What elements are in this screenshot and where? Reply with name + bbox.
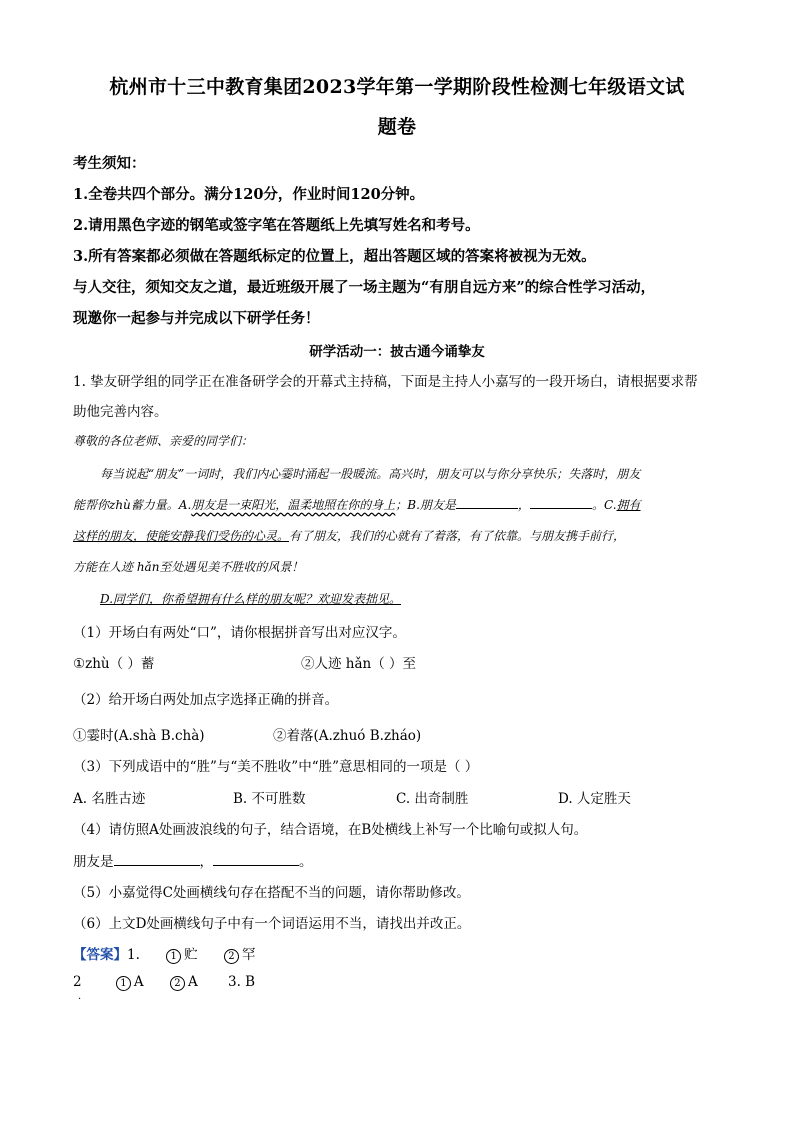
answer-blank-1[interactable] (114, 853, 200, 866)
page-title: 杭州市十三中教育集团2023学年第一学期阶段性检测七年级语文试 (109, 76, 685, 98)
subquestion-3: （3）下列成语中的“胜”与“美不胜收”中“胜”意思相同的一项是（ ） (73, 759, 479, 775)
answer-2-1: A (133, 974, 144, 990)
blank-b2[interactable] (530, 496, 592, 509)
item-shashi: ①霎时(A.shà B.chà) (73, 728, 205, 744)
underlined-sentence-c-cont: 这样的朋友，使能安静我们受伤的心灵。 (73, 529, 290, 543)
option-d[interactable]: D. 人定胜天 (558, 791, 631, 807)
subquestion-4-line (73, 850, 313, 870)
answer-blank-2[interactable] (213, 853, 299, 866)
passage-text: 。C. (591, 498, 617, 512)
circled-one-icon: 1 (116, 976, 131, 991)
answer-1-1: 贮 (184, 947, 198, 963)
period: 。 (299, 854, 313, 870)
answer-number: 2 (73, 974, 82, 990)
notice-item-3: 3.所有答案都必须做在答题纸标定的位置上，超出答题区域的答案将被视为无效。 (73, 248, 596, 265)
circled-two-icon: 2 (224, 949, 239, 964)
answer-line-1 (73, 943, 255, 964)
page-title-continued: 题卷 (377, 116, 417, 138)
intro-line-1: 与人交往，须知交友之道，最近班级开展了一场主题为“有朋自远方来”的综合性学习活动， (73, 279, 656, 296)
intro-line-2: 现邀你一起参与并完成以下研学任务！ (73, 310, 320, 327)
comma: ， (199, 854, 213, 870)
underlined-sentence-c: 拥有 (616, 498, 641, 512)
notice-item-1: 1.全卷共四个部分。满分120分，作业时间120分钟。 (73, 186, 425, 203)
item-zhu: ①zhù（ ）蓄 (73, 656, 155, 672)
subquestion-6: （6）上文D处画横线句子中有一个词语运用不当，请找出并改正。 (73, 916, 471, 932)
section-heading: 研学活动一：披古通今诵挚友 (309, 344, 485, 360)
answer-line-2 (73, 974, 255, 991)
passage-text: 有了朋友，我们的心就有了着落，有了依靠。与朋友携手前行， (289, 529, 626, 543)
underlined-sentence-d: D.同学们，你希望拥有什么样的朋友呢？欢迎发表拙见。 (100, 592, 402, 606)
sentence-start: 朋友是 (73, 854, 114, 870)
answer-2-2: A (187, 974, 198, 990)
wavy-sentence-a: 朋友是一束阳光，温柔地照在你的身上 (191, 498, 396, 512)
passage-line-4: 方能在人迹 hǎn至处遇见美不胜收的风景！ (73, 560, 304, 574)
item-han: ②人迹 hǎn（ ）至 (301, 656, 417, 672)
circled-two-icon: 2 (170, 976, 185, 991)
passage-line-3 (73, 527, 625, 544)
option-c[interactable]: C. 出奇制胜 (396, 791, 469, 807)
subquestion-5: （5）小嘉觉得C处画横线句存在搭配不当的问题，请你帮助修改。 (73, 885, 470, 901)
notice-item-2: 2.请用黑色字迹的钢笔或签字笔在答题纸上先填写姓名和考号。 (73, 217, 480, 234)
subquestion-1: （1）开场白有两处“口”，请你根据拼音写出对应汉字。 (73, 625, 406, 641)
passage-text: ， (517, 498, 530, 512)
answer-3: 3. B (227, 974, 256, 990)
circled-one-icon: 1 (166, 949, 181, 964)
blank-b1[interactable] (456, 496, 518, 509)
answer-1-2: 罕 (241, 947, 256, 963)
notice-heading: 考生须知： (73, 155, 146, 172)
passage-greeting: 尊敬的各位老师、亲爱的同学们： (73, 434, 254, 448)
passage-line-1: 每当说起“朋友”一词时，我们内心霎时涌起一股暖流。高兴时，朋友可以与你分享快乐；失落时，朋友 (100, 467, 641, 481)
subquestion-3-options (73, 787, 631, 807)
answer-tag: 【答案】 (73, 947, 127, 963)
subquestion-2: （2）给开场白两处加点字选择正确的拼音。 (73, 692, 339, 708)
item-zhuoluo: ②着落(A.zhuó B.zháo) (273, 728, 422, 744)
bullet-dot: · (78, 994, 82, 1005)
passage-text: ；B.朋友是 (395, 498, 456, 512)
answer-number: 1. (127, 947, 140, 963)
question-1-stem: 1. 挚友研学组的同学正在准备研学会的开幕式主持稿，下面是主持人小嘉写的一段开场白，请根据要求帮 (73, 374, 698, 390)
subquestion-4: （4）请仿照A处画波浪线的句子，结合语境，在B处横线上补写一个比喻句或拟人句。 (73, 822, 588, 838)
subquestion-2-items (73, 724, 421, 744)
passage-line-2 (73, 496, 641, 513)
option-b[interactable]: B. 不可胜数 (233, 791, 306, 807)
subquestion-1-items (73, 652, 416, 672)
question-1-stem-cont: 助他完善内容。 (73, 404, 168, 420)
option-a[interactable]: A. 名胜古迹 (73, 791, 146, 807)
passage-text: 能帮你zhù蓄力量。A. (73, 498, 192, 512)
